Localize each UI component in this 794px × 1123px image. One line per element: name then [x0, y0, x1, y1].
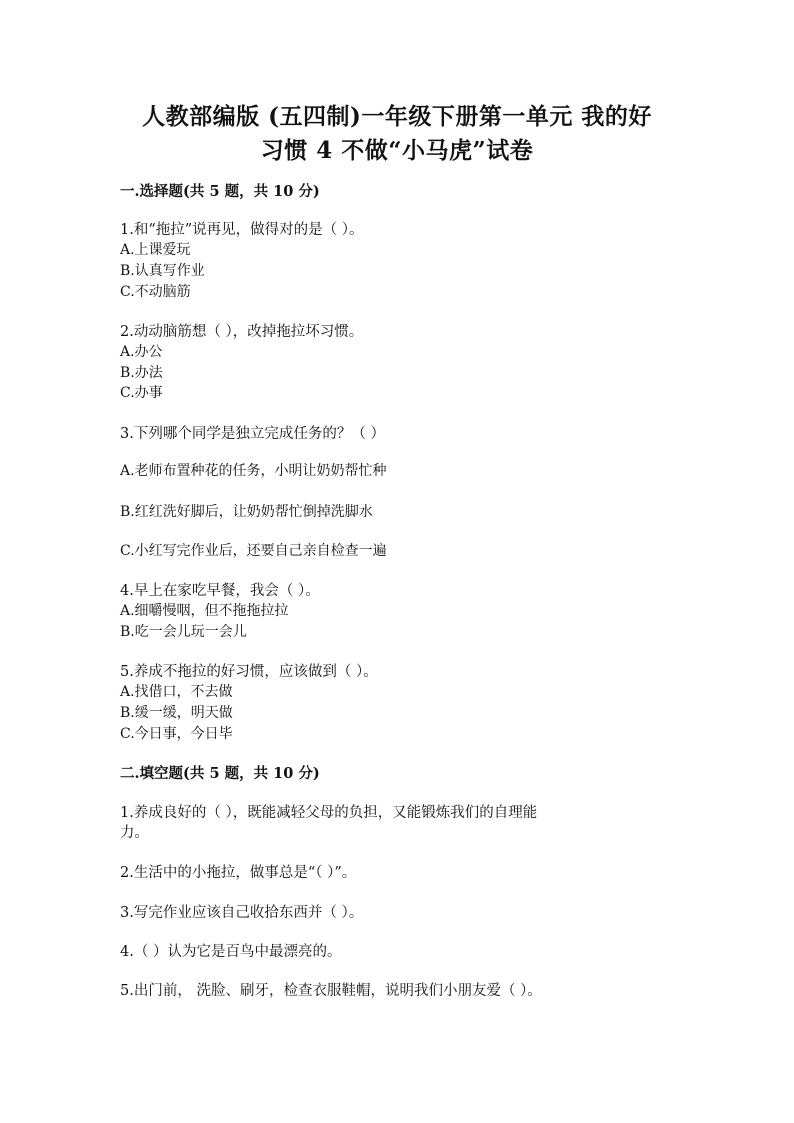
question-option: C.办事 — [120, 385, 163, 401]
question-stem: 3.下列哪个同学是独立完成任务的？（ ） — [120, 426, 385, 442]
question-option: C.不动脑筋 — [120, 284, 191, 300]
section-heading-fill-blank: 二.填空题(共 5 题，共 10 分) — [120, 765, 320, 782]
question-option: A.找借口，不去做 — [120, 684, 233, 700]
question-option: B.吃一会儿玩一会儿 — [120, 624, 247, 640]
question-option: A.上课爱玩 — [120, 242, 191, 258]
question-option: B.红红洗好脚后，让奶奶帮忙倒掉洗脚水 — [120, 504, 373, 520]
question-option: A.老师布置种花的任务，小明让奶奶帮忙种 — [120, 463, 387, 479]
question-option: B.缓一缓，明天做 — [120, 705, 233, 721]
question-stem: 5.养成不拖拉的好习惯，应该做到（ ）。 — [120, 664, 378, 680]
question-stem: 1.和“拖拉”说再见，做得对的是（ ）。 — [120, 222, 364, 238]
question-option: C.小红写完作业后，还要自己亲自检查一遍 — [120, 543, 387, 559]
question-stem: 1.养成良好的（ ），既能减轻父母的负担，又能锻炼我们的自理能 — [120, 805, 538, 821]
question-option: A.办公 — [120, 344, 163, 360]
question-stem: 5.出门前， 洗脸、刷牙，检查衣服鞋帽，说明我们小朋友爱（ ）。 — [120, 983, 542, 999]
question-stem: 3.写完作业应该自己收拾东西并（ ）。 — [120, 905, 364, 921]
question-option: B.认真写作业 — [120, 263, 205, 279]
question-stem: 2.动动脑筋想（ ），改掉拖拉坏习惯。 — [120, 324, 364, 340]
document-title-line-2: 习惯 4 不做“小马虎”试卷 — [260, 137, 534, 164]
question-option: A.细嚼慢咽，但不拖拖拉拉 — [120, 603, 289, 619]
question-option: C.今日事，今日毕 — [120, 726, 233, 742]
question-option: B.办法 — [120, 365, 163, 381]
question-stem: 4.早上在家吃早餐，我会（ ）。 — [120, 583, 320, 599]
section-heading-choice: 一.选择题(共 5 题，共 10 分) — [120, 183, 320, 200]
question-stem: 2.生活中的小拖拉，做事总是“（ ）”。 — [120, 865, 357, 881]
question-stem-continued: 力。 — [120, 825, 149, 841]
question-stem: 4.（ ）认为它是百鸟中最漂亮的。 — [120, 944, 342, 960]
document-title-line-1: 人教部编版 (五四制)一年级下册第一单元 我的好 — [142, 103, 652, 130]
